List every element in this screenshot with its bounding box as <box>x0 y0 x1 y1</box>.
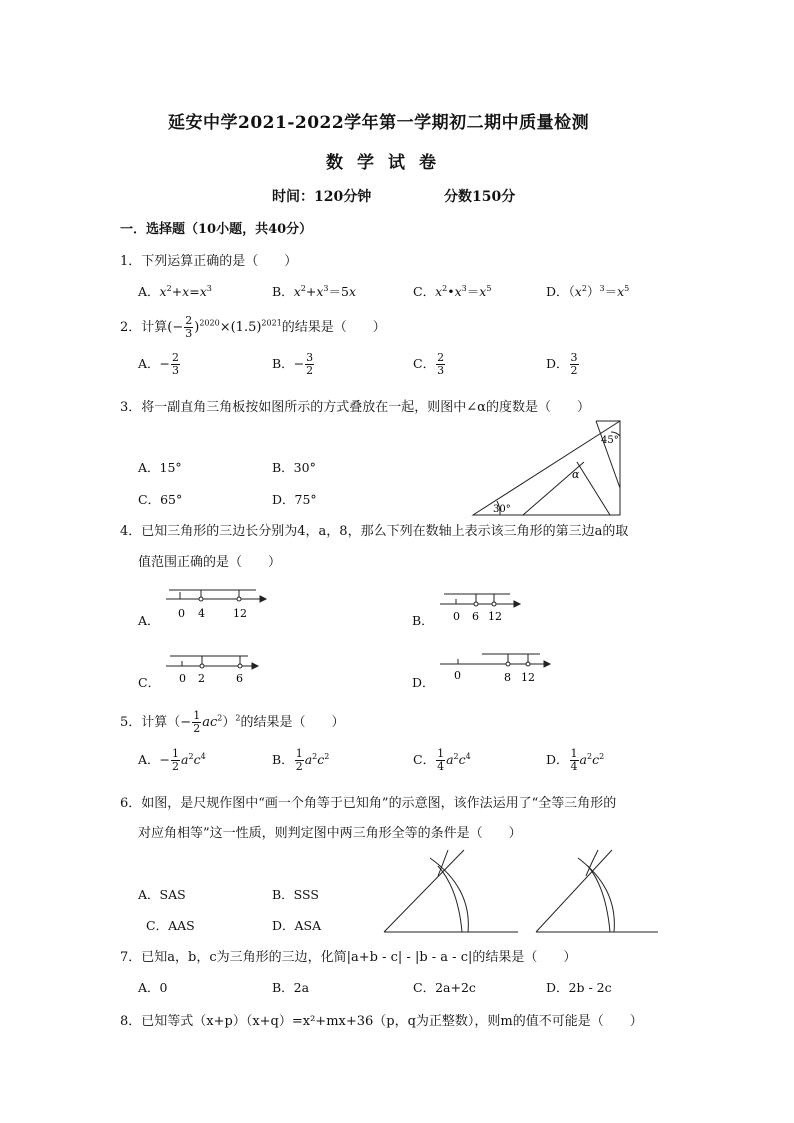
number-line-c <box>164 652 260 686</box>
svg-text:12: 12 <box>488 610 502 623</box>
question-1: 1．下列运算正确的是（ ） <box>120 254 298 269</box>
q6-option-d: D．ASA <box>272 918 322 933</box>
q7-option-d: D．2b - 2c <box>546 980 612 995</box>
question-2: 2．计算(− $\frac{2}{3}$ )$^{2020}\times(1.5)^{2021}$的结果是（ ） <box>120 314 386 340</box>
large-triangle <box>473 421 620 515</box>
question-8: 8．已知等式（x+p）（x+q）=x²+mx+36（p，q为正整数），则m的值不可能是（ ） <box>120 1014 643 1029</box>
q4-option-b: B． <box>412 613 434 628</box>
label-45: 45° <box>601 435 619 446</box>
exam-score: 分数150分 <box>444 189 516 205</box>
svg-text:6: 6 <box>236 672 243 685</box>
q6-option-a: A．SAS <box>138 887 186 902</box>
question-4-line1: 4．已知三角形的三边长分别为4，a，8，那么下列在数轴上表示该三角形的第三边a的取 <box>120 524 629 539</box>
q2-option-c: C． $\frac{2}{3}$ <box>413 351 445 377</box>
q7-option-a: A．0 <box>138 980 168 995</box>
q4-option-a: A． <box>138 613 160 628</box>
question-7: 7．已知a，b，c为三角形的三边，化简|a+b - c| - |b - a - c|的结果是（ ） <box>120 950 577 965</box>
exam-subtitle: 数学试卷 <box>326 153 450 173</box>
q7-option-c: C．2a+2c <box>413 980 476 995</box>
label-alpha: α <box>572 468 580 481</box>
triangle-45-edge <box>596 421 620 488</box>
q2-option-d: D． $\frac{3}{2}$ <box>546 351 578 377</box>
q5-option-c: C． $\frac{1}{4}$ $a^2c^4$ <box>413 747 471 773</box>
svg-text:12: 12 <box>233 607 247 620</box>
svg-text:0: 0 <box>454 669 461 682</box>
q1-option-d: D．$(x^2)^3=x^5$ <box>546 283 630 299</box>
q4-option-d: D． <box>412 675 435 690</box>
number-line-a <box>164 586 268 622</box>
exam-title: 延安中学2021-2022学年第一学期初二期中质量检测 <box>168 113 590 133</box>
svg-text:4: 4 <box>198 607 205 620</box>
q6-option-c: C．AAS <box>146 918 195 933</box>
question-6-line1: 6．如图，是尺规作图中“画一个角等于已知角”的示意图，该作法运用了“全等三角形的 <box>120 796 617 811</box>
construction-figure <box>382 848 662 934</box>
number-line-d <box>438 648 552 684</box>
number-line-b <box>438 590 522 624</box>
svg-text:12: 12 <box>521 671 535 684</box>
triangle-figure <box>470 418 626 518</box>
q2-option-b: B．− $\frac{3}{2}$ <box>272 351 314 377</box>
q3-option-c: C．65° <box>138 492 183 507</box>
q5-option-b: B． $\frac{1}{2}$ $a^2c^2$ <box>272 747 330 773</box>
exam-time: 时间：120分钟 <box>272 189 372 205</box>
q1-option-b: B．$x^2+x^3=5x$ <box>272 283 356 299</box>
inner-line-2 <box>577 462 610 515</box>
question-4-line2: 值范围正确的是（ ） <box>138 555 282 570</box>
q1-option-c: C．$x^2•x^3=x^5$ <box>413 283 492 299</box>
question-5: 5．计算（− $\frac{1}{2}$ $ac^2)^2$的结果是（ ） <box>120 709 345 735</box>
svg-text:0: 0 <box>179 672 186 685</box>
q5-option-d: D． $\frac{1}{4}$ $a^2c^2$ <box>546 747 605 773</box>
q4-option-c: C． <box>138 675 161 690</box>
q3-option-a: A．15° <box>138 460 182 475</box>
q6-option-b: B．SSS <box>272 887 319 902</box>
q3-option-d: D．75° <box>272 492 317 507</box>
svg-text:0: 0 <box>178 607 185 620</box>
section-heading: 一．选择题（10小题，共40分） <box>120 222 313 237</box>
q5-option-a: A．− $\frac{1}{2}$ $a^2c^4$ <box>138 747 206 773</box>
svg-text:8: 8 <box>504 671 511 684</box>
question-3: 3．将一副直角三角板按如图所示的方式叠放在一起，则图中∠α的度数是（ ） <box>120 400 590 415</box>
question-6-line2: 对应角相等”这一性质，则判定图中两三角形全等的条件是（ ） <box>138 826 522 841</box>
q3-option-b: B．30° <box>272 460 316 475</box>
q1-option-a: A．$x^2+x=x^3$ <box>138 283 212 299</box>
q2-option-a: A．− $\frac{2}{3}$ <box>138 351 180 377</box>
label-30: 30° <box>493 504 511 515</box>
svg-text:6: 6 <box>472 610 479 623</box>
q7-option-b: B．2a <box>272 980 310 995</box>
svg-text:2: 2 <box>198 672 205 685</box>
svg-text:0: 0 <box>453 610 460 623</box>
